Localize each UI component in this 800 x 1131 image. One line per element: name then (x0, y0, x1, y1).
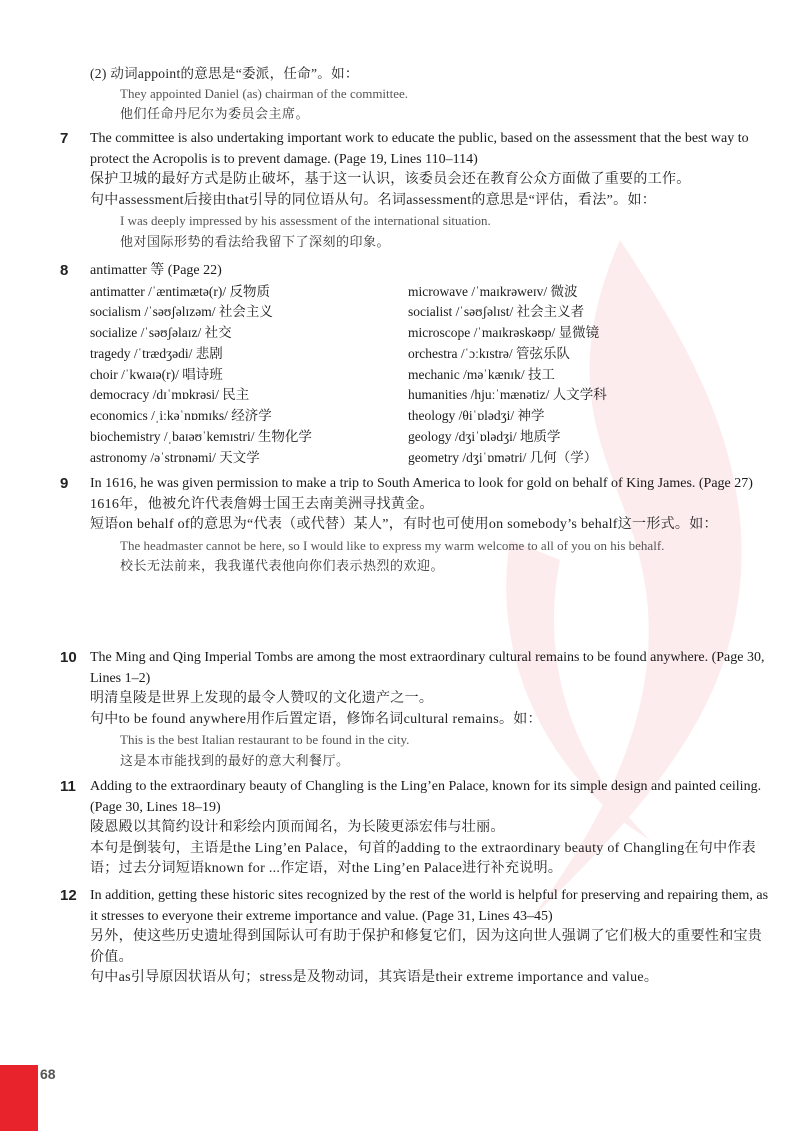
note-7 (60, 129, 770, 252)
example-en: I was deeply impressed by his assessment of the international situation. (120, 213, 491, 228)
note-11 (60, 777, 770, 880)
note-translation: 保护卫城的最好方式是防止破坏，基于这一认识，该委员会还在教育公众方面做了重要的工作。 (90, 172, 691, 187)
note-9 (60, 474, 770, 577)
example-zh: 这是本市能找到的最好的意大利餐厅。 (120, 752, 350, 768)
intro-label: (2) 动词appoint的意思是“委派，任命”。如： (90, 66, 359, 81)
vocab-item: antimatter /ˈæntimætə(r)/ 反物质 (90, 283, 270, 299)
note-sentence: The committee is also undertaking important work to educate the public, based on the assessment that the best way to protect the Acropolis is to prevent damage. (Page 19, Lines 110–114) (90, 131, 749, 167)
note-number: 8 (60, 262, 69, 279)
vocab-item: socialize /ˈsəʊʃəlaɪz/ 社交 (90, 325, 232, 341)
note-explanation: 本句是倒装句，主语是the Ling’en Palace，句首的adding to the extraordinary beauty of Changling在句中作表语；过去分词短语known for ...作定语，对the Ling’en Palace进行补充说明。 (90, 840, 756, 876)
vocab-item: microscope /ˈmaɪkrəskəʊp/ 显微镜 (408, 325, 600, 341)
note-10 (60, 648, 770, 771)
note-explanation: 短语on behalf of的意思为“代表（或代替）某人”，有时也可使用on somebody’s behalf这一形式。如： (90, 517, 718, 532)
vocab-item: orchestra /ˈɔːkɪstrə/ 管弦乐队 (408, 345, 570, 361)
note-translation: 陵恩殿以其简约设计和彩绘内顶而闻名，为长陵更添宏伟与壮丽。 (90, 820, 505, 835)
note-number: 7 (60, 130, 69, 147)
vocab-item: socialist /ˈsəʊʃəlɪst/ 社会主义者 (408, 304, 585, 320)
example-en: The headmaster cannot be here, so I would like to express my warm welcome to all of you on his behalf. (120, 537, 665, 553)
note-explanation: 句中to be found anywhere用作后置定语，修饰名词cultural remains。如： (90, 711, 542, 727)
note-sentence: In 1616, he was given permission to make a trip to South America to look for gold on behalf of King James. (Page 27) (90, 476, 753, 491)
example-zh: 校长无法前来，我我谨代表他向你们表示热烈的欢迎。 (120, 558, 445, 573)
note-explanation: 句中as引导原因状语从句；stress是及物动词，其宾语是their extreme importance and value。 (90, 970, 659, 985)
intro-example-en: They appointed Daniel (as) chairman of the committee. (120, 86, 409, 101)
vocab-item: geometry /dʒiˈɒmətri/ 几何（学） (408, 449, 598, 465)
note-sentence: Adding to the extraordinary beauty of Changling is the Ling’en Palace, known for its simple design and painted ceiling. (Page 30, Lines 18–19) (90, 779, 762, 815)
vocab-item: microwave /ˈmaɪkrəweɪv/ 微波 (408, 283, 578, 299)
vocab-item: choir /ˈkwaɪə(r)/ 唱诗班 (90, 366, 223, 382)
vocab-item: tragedy /ˈtrædʒədi/ 悲剧 (90, 345, 223, 361)
note-number: 11 (60, 778, 76, 795)
note-12 (60, 886, 770, 989)
note-sentence: In addition, getting these historic sites recognized by the rest of the world is helpful for preserving and repairing them, as it stresses to everyone their extreme importance and value. (Page 31, Lines 43–45) (90, 888, 769, 924)
note-number: 10 (60, 649, 77, 666)
vocab-item: humanities /hjuːˈmænətiz/ 人文学科 (408, 387, 607, 403)
vocab-item: theology /θiˈɒlədʒi/ 神学 (408, 408, 545, 424)
note-number: 12 (60, 887, 77, 904)
vocab-item: socialism /ˈsəʊʃəlɪzəm/ 社会主义 (90, 304, 273, 320)
example-zh: 他对国际形势的看法给我留下了深刻的印象。 (120, 233, 391, 249)
vocab-item: economics /ˌiːkəˈnɒmɪks/ 经济学 (90, 408, 272, 424)
vocab-item: biochemistry /ˌbaɪəʊˈkemɪstri/ 生物化学 (90, 429, 312, 445)
note-translation: 明清皇陵是世界上发现的最令人赞叹的文化遗产之一。 (90, 691, 434, 706)
vocab-title: antimatter 等 (Page 22) (90, 263, 222, 278)
intro-section (90, 64, 770, 124)
note-explanation: 句中assessment后接由that引导的同位语从句。名词assessment的意思是“评估，看法”。如： (90, 192, 657, 208)
vocab-grid (90, 282, 770, 469)
page-tab-marker (0, 1065, 38, 1131)
vocab-item: mechanic /məˈkænɪk/ 技工 (408, 366, 555, 382)
note-number: 9 (60, 475, 69, 492)
note-sentence: The Ming and Qing Imperial Tombs are among the most extraordinary cultural remains to be found anywhere. (Page 30, Lines 1–2) (90, 650, 765, 686)
page-number: 68 (40, 1066, 56, 1082)
note-8 (60, 261, 770, 469)
vocab-item: democracy /dɪˈmɒkrəsi/ 民主 (90, 387, 250, 403)
note-translation: 1616年，他被允许代表詹姆士国王去南美洲寻找黄金。 (90, 496, 434, 512)
vocab-item: geology /dʒiˈɒlədʒi/ 地质学 (408, 429, 561, 445)
intro-example-zh: 他们任命丹尼尔为委员会主席。 (120, 106, 310, 121)
vocab-item: astronomy /əˈstrɒnəmi/ 天文学 (90, 449, 260, 465)
example-en: This is the best Italian restaurant to be found in the city. (120, 732, 410, 747)
note-translation: 另外，使这些历史遗址得到国际认可有助于保护和修复它们，因为这向世人强调了它们极大的重要性和宝贵价值。 (90, 929, 763, 965)
